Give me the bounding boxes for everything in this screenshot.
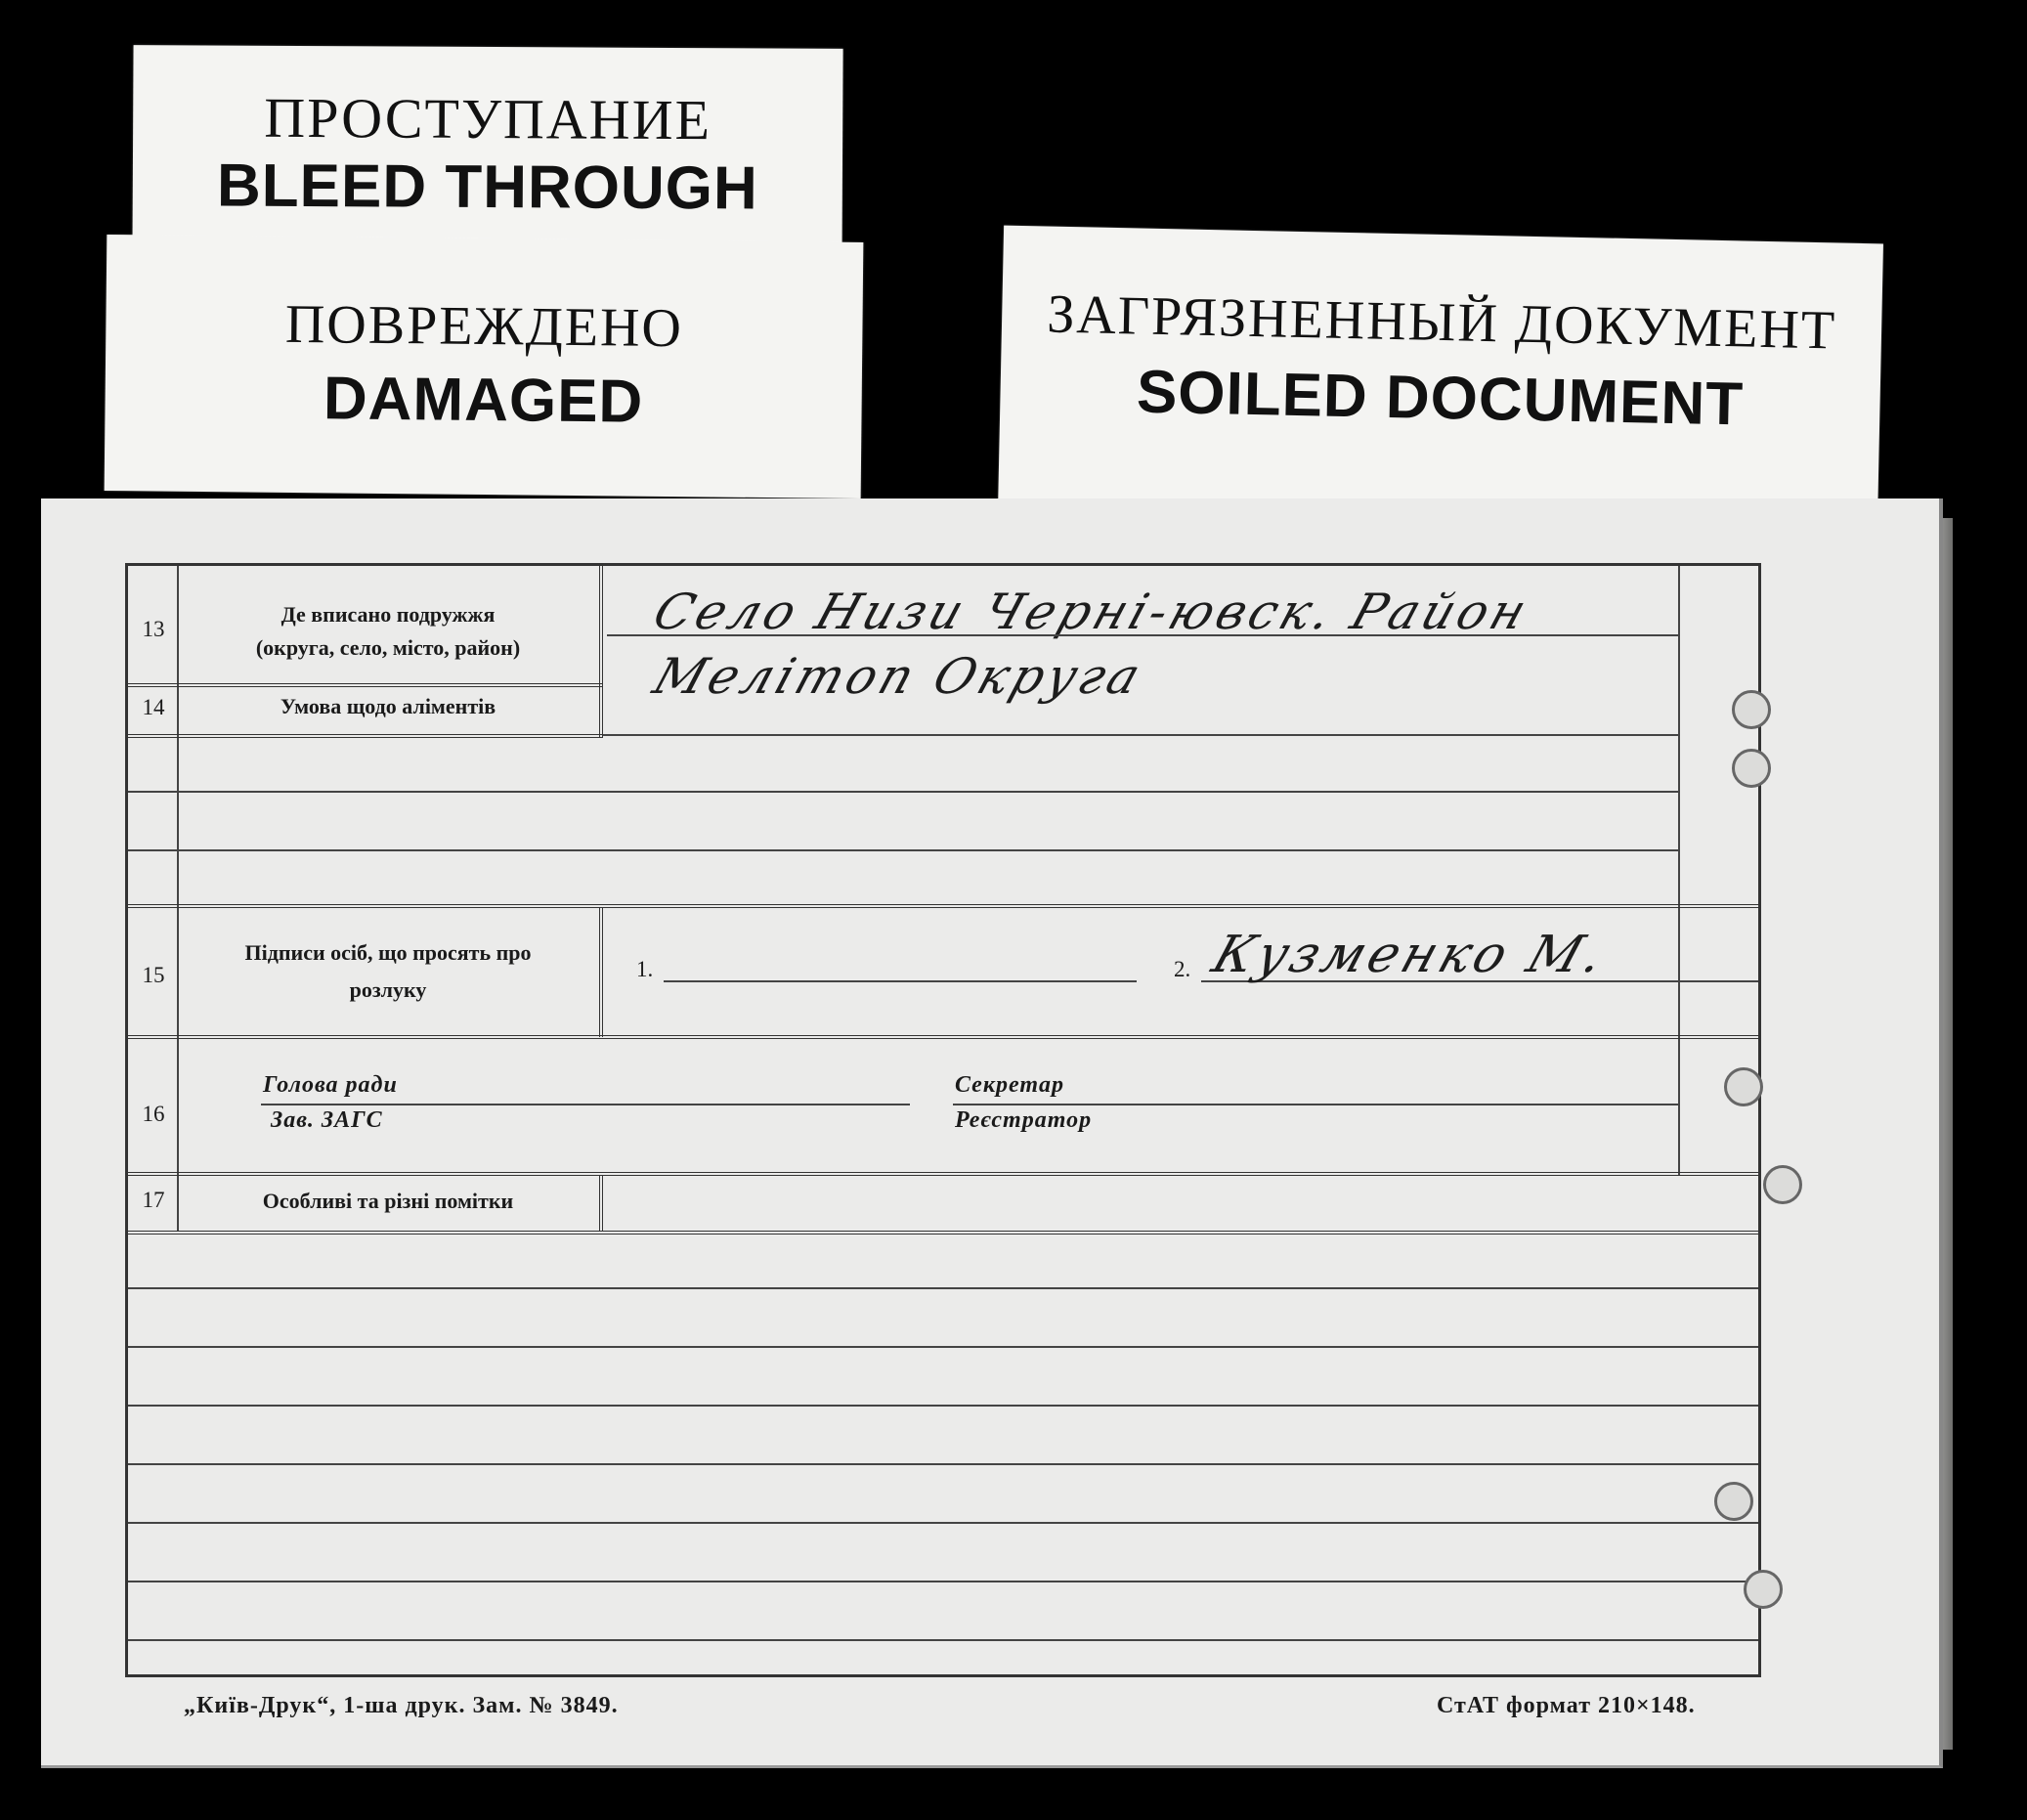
punch-hole-4 — [1763, 1165, 1802, 1204]
row-15-label-line2: розлуку — [349, 977, 427, 1002]
council-head-line — [261, 1104, 910, 1105]
bleed-through-en: BLEED THROUGH — [216, 152, 758, 223]
printer-imprint: „Київ-Друк“, 1-ша друк. Зам. № 3849. — [184, 1693, 619, 1718]
row-13-number: 13 — [142, 617, 165, 641]
soiled-document-notice — [998, 226, 1883, 530]
punch-hole-6 — [1744, 1570, 1783, 1609]
label-column-divider — [599, 566, 603, 738]
signature-2-number: 2. — [1174, 957, 1191, 981]
punch-hole-2 — [1732, 749, 1771, 788]
right-margin-line — [1678, 566, 1680, 1176]
registry-head-label: Зав. ЗАГС — [271, 1107, 383, 1133]
registrar-label: Реєстратор — [955, 1107, 1093, 1133]
damaged-notice — [105, 235, 864, 498]
bleed-through-notice — [132, 45, 842, 268]
damaged-ru: ПОВРЕЖДЕНО — [284, 293, 684, 360]
row-14-bottom — [128, 734, 603, 738]
punch-hole-3 — [1724, 1067, 1763, 1106]
notes-line-6 — [128, 1581, 1758, 1582]
row-17-number: 17 — [142, 1188, 165, 1212]
notes-line-1 — [128, 1287, 1758, 1289]
number-column-divider — [177, 566, 179, 1231]
notes-line-5 — [128, 1522, 1758, 1524]
row-13-handwriting-line2: Мелітоп Округа — [646, 648, 1151, 705]
form-paper — [41, 498, 1943, 1768]
label-column-divider-17 — [599, 1176, 603, 1231]
row-14-line — [603, 734, 1678, 736]
secretary-line — [953, 1104, 1678, 1105]
row-14-number: 14 — [142, 695, 165, 719]
punch-hole-1 — [1732, 690, 1771, 729]
bleed-through-ru: ПРОСТУПАНИЕ — [264, 85, 712, 152]
row-13-bottom — [128, 683, 603, 687]
signature-2-handwriting: Кузменко М. — [1205, 926, 1616, 984]
notes-line-3 — [128, 1405, 1758, 1407]
notes-line-7 — [128, 1639, 1758, 1641]
row-13-label-line1: Де вписано подружжя — [280, 602, 496, 627]
alimony-line-2 — [128, 849, 1678, 851]
row-14-label: Умова щодо аліментів — [280, 694, 496, 718]
form-frame — [125, 563, 1761, 1677]
signature-1-number: 1. — [636, 957, 654, 981]
soiled-document-ru: ЗАГРЯЗНЕННЫЙ ДОКУМЕНТ — [1046, 283, 1837, 362]
row-17-bottom — [128, 1231, 1758, 1235]
row-15-label-line1: Підписи осіб, що просять про — [244, 940, 532, 965]
format-imprint: СтАТ формат 210×148. — [1437, 1693, 1696, 1718]
notes-line-4 — [128, 1463, 1758, 1465]
row-17-label: Особливі та різні помітки — [262, 1189, 514, 1213]
alimony-line-1 — [128, 791, 1678, 793]
punch-hole-5 — [1714, 1482, 1753, 1521]
soiled-document-en: SOILED DOCUMENT — [1136, 358, 1745, 439]
row-15-number: 15 — [142, 963, 165, 987]
row-13-handwriting-line1: Село Низи Черні-ювск. Район — [646, 584, 1537, 640]
label-column-divider-15 — [599, 908, 603, 1037]
row-16-number: 16 — [142, 1102, 165, 1126]
row-13-writing-line1 — [607, 634, 1678, 636]
secretary-label: Секретар — [955, 1072, 1064, 1098]
row-14-section-bottom — [128, 904, 1758, 908]
signature-1-line — [664, 980, 1137, 982]
row-16-bottom — [128, 1172, 1758, 1176]
notes-line-2 — [128, 1346, 1758, 1348]
damaged-en: DAMAGED — [323, 365, 644, 436]
row-15-bottom — [128, 1035, 1758, 1039]
council-head-label: Голова ради — [263, 1072, 398, 1098]
row-13-label-line2: (округа, село, місто, район) — [255, 635, 521, 660]
